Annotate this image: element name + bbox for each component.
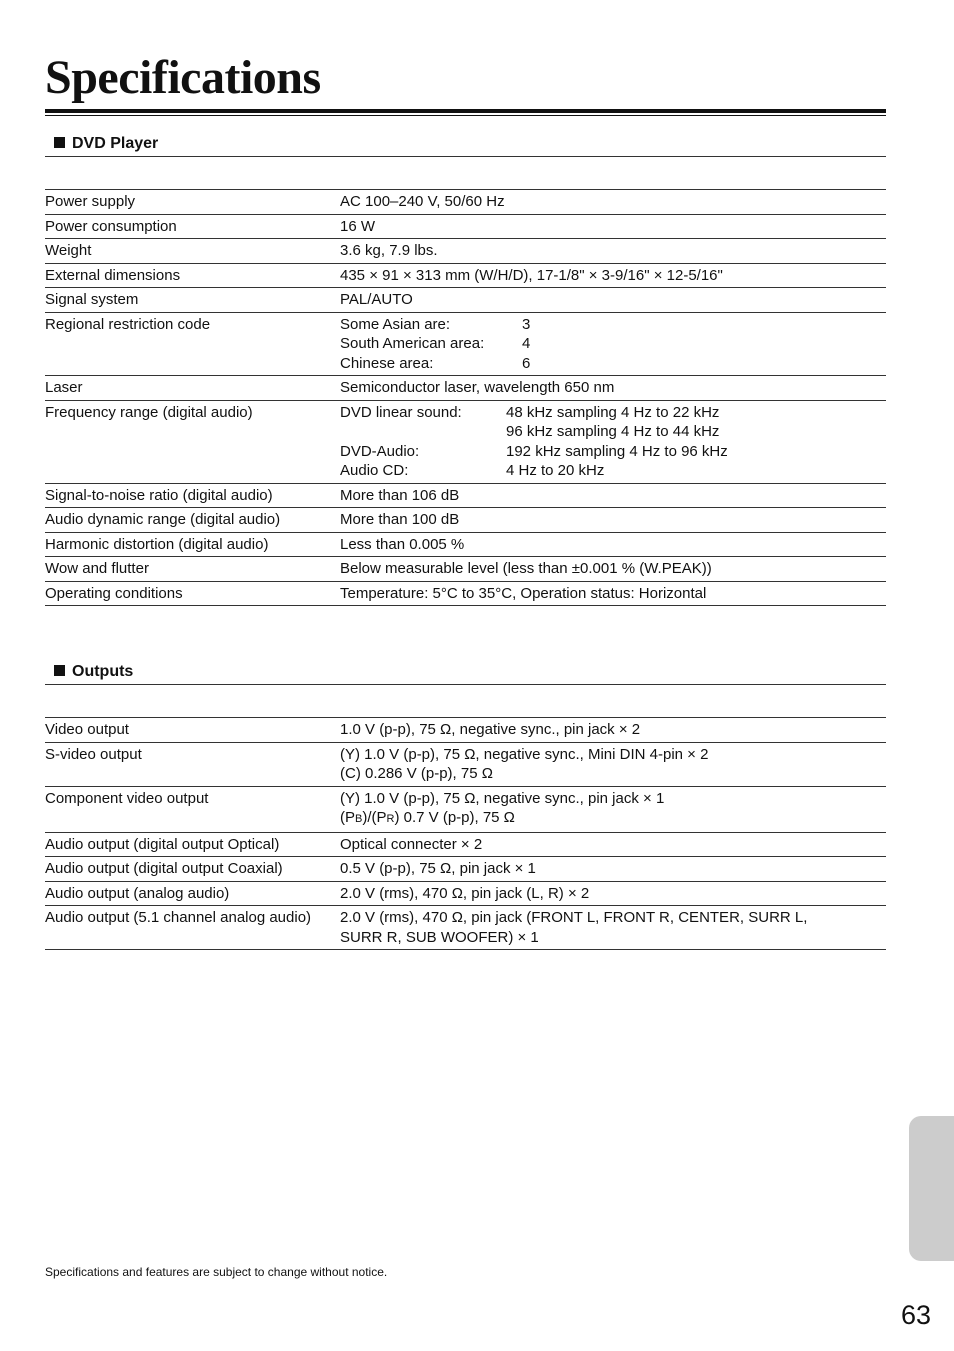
table-row	[45, 742, 886, 786]
text-part: ) 0.7 V (p-p), 75 Ω	[394, 809, 515, 826]
sub-value: 192 kHz sampling 4 Hz to 96 kHz	[506, 442, 728, 460]
value-line: (Y) 1.0 V (p-p), 75 Ω, negative sync., Mini DIN 4-pin × 2	[340, 745, 709, 763]
value-line: SURR R, SUB WOOFER) × 1	[340, 928, 539, 946]
sub-value: 48 kHz sampling 4 Hz to 22 kHz	[506, 403, 720, 421]
table-row	[45, 214, 886, 239]
spec-label: Frequency range (digital audio)	[45, 400, 340, 483]
sub-row	[340, 315, 886, 335]
sub-row	[340, 422, 886, 442]
spec-label: Video output	[45, 718, 340, 743]
spec-value	[340, 906, 886, 950]
spec-label: Audio output (digital output Optical)	[45, 832, 340, 857]
spec-value	[340, 742, 886, 786]
table-row	[45, 786, 886, 832]
sub-row	[340, 403, 886, 423]
table-row	[45, 718, 886, 743]
table-row	[45, 376, 886, 401]
spec-value: AC 100–240 V, 50/60 Hz	[340, 190, 886, 215]
table-row	[45, 881, 886, 906]
spec-label: Harmonic distortion (digital audio)	[45, 532, 340, 557]
spec-value: Optical connecter × 2	[340, 832, 886, 857]
spec-label: External dimensions	[45, 263, 340, 288]
spec-value: Semiconductor laser, wavelength 650 nm	[340, 376, 886, 401]
spec-label: Regional restriction code	[45, 312, 340, 376]
spec-label: Audio dynamic range (digital audio)	[45, 508, 340, 533]
page-title: Specifications	[45, 51, 321, 104]
section-heading-text: Outputs	[72, 663, 134, 680]
spec-label: Power consumption	[45, 214, 340, 239]
sub-key: Audio CD:	[340, 462, 409, 479]
spec-value: 2.0 V (rms), 470 Ω, pin jack (L, R) × 2	[340, 881, 886, 906]
spec-label: Signal-to-noise ratio (digital audio)	[45, 483, 340, 508]
spec-value: 0.5 V (p-p), 75 Ω, pin jack × 1	[340, 857, 886, 882]
sub-value: 4 Hz to 20 kHz	[506, 462, 605, 479]
sub-key: Some Asian are:	[340, 315, 451, 333]
section-heading-text: DVD Player	[72, 135, 159, 152]
square-bullet-icon	[54, 665, 65, 676]
spec-value: Less than 0.005 %	[340, 532, 886, 557]
spec-value: PAL/AUTO	[340, 288, 886, 313]
spec-label: Signal system	[45, 288, 340, 313]
spec-value	[340, 312, 886, 376]
table-row	[45, 288, 886, 313]
page-number: 63	[900, 1300, 931, 1330]
table-row	[45, 832, 886, 857]
sub-key: DVD-Audio:	[340, 442, 420, 460]
sub-row	[340, 334, 886, 354]
sub-value: 3	[522, 315, 531, 333]
table-row	[45, 581, 886, 606]
footnote: Specifications and features are subject to change without notice.	[45, 1265, 388, 1279]
sub-key: South American area:	[340, 335, 485, 352]
spec-label: Audio output (analog audio)	[45, 881, 340, 906]
spec-value: More than 100 dB	[340, 508, 886, 533]
spec-value: More than 106 dB	[340, 483, 886, 508]
spec-label: S-video output	[45, 742, 340, 786]
table-row	[45, 190, 886, 215]
sub-row	[340, 442, 886, 462]
section-heading-outputs	[45, 662, 886, 685]
section-heading-dvd-player	[45, 134, 886, 157]
sub-key	[340, 422, 506, 442]
spec-label: Power supply	[45, 190, 340, 215]
table-row	[45, 906, 886, 950]
outputs-spec-table	[45, 717, 886, 950]
sub-value: 96 kHz sampling 4 Hz to 44 kHz	[506, 423, 720, 440]
table-row	[45, 400, 886, 483]
spec-label: Component video output	[45, 786, 340, 832]
spec-value: 3.6 kg, 7.9 lbs.	[340, 239, 886, 264]
spec-value: Temperature: 5°C to 35°C, Operation status: Horizontal	[340, 581, 886, 606]
table-row	[45, 312, 886, 376]
spec-value: 435 × 91 × 313 mm (W/H/D), 17-1/8" × 3-9/16" × 12-5/16"	[340, 263, 886, 288]
subscript-b: B	[355, 813, 363, 825]
title-rule-thick	[45, 109, 886, 113]
sub-key: Chinese area:	[340, 354, 434, 372]
square-bullet-icon	[54, 137, 65, 148]
table-row	[45, 263, 886, 288]
table-row	[45, 532, 886, 557]
spec-label: Laser	[45, 376, 340, 401]
spec-label: Audio output (digital output Coaxial)	[45, 857, 340, 882]
title-rule-thin	[45, 115, 886, 116]
section-edge-tab	[909, 1116, 954, 1261]
spec-value: Below measurable level (less than ±0.001 % (W.PEAK))	[340, 557, 886, 582]
sub-value: 4	[522, 335, 531, 352]
text-part: )/(P	[362, 809, 387, 826]
value-line: (C) 0.286 V (p-p), 75 Ω	[340, 765, 493, 782]
spec-value	[340, 786, 886, 832]
spec-value: 1.0 V (p-p), 75 Ω, negative sync., pin jack × 2	[340, 718, 886, 743]
table-row	[45, 557, 886, 582]
value-line: (Y) 1.0 V (p-p), 75 Ω, negative sync., pin jack × 1	[340, 789, 665, 807]
spec-value	[340, 400, 886, 483]
sub-row	[340, 461, 886, 481]
dvd-player-spec-table	[45, 189, 886, 606]
sub-row	[340, 354, 886, 374]
spec-label: Wow and flutter	[45, 557, 340, 582]
value-line	[340, 808, 886, 830]
spec-label: Operating conditions	[45, 581, 340, 606]
sub-value: 6	[522, 354, 531, 372]
text-part: (P	[340, 809, 355, 826]
table-row	[45, 483, 886, 508]
table-row	[45, 239, 886, 264]
subscript-r: R	[386, 813, 395, 825]
value-line: 2.0 V (rms), 470 Ω, pin jack (FRONT L, FRONT R, CENTER, SURR L,	[340, 909, 808, 926]
spec-label: Weight	[45, 239, 340, 264]
sub-key: DVD linear sound:	[340, 403, 462, 421]
spec-value: 16 W	[340, 214, 886, 239]
spec-label: Audio output (5.1 channel analog audio)	[45, 906, 340, 950]
table-row	[45, 508, 886, 533]
table-row	[45, 857, 886, 882]
